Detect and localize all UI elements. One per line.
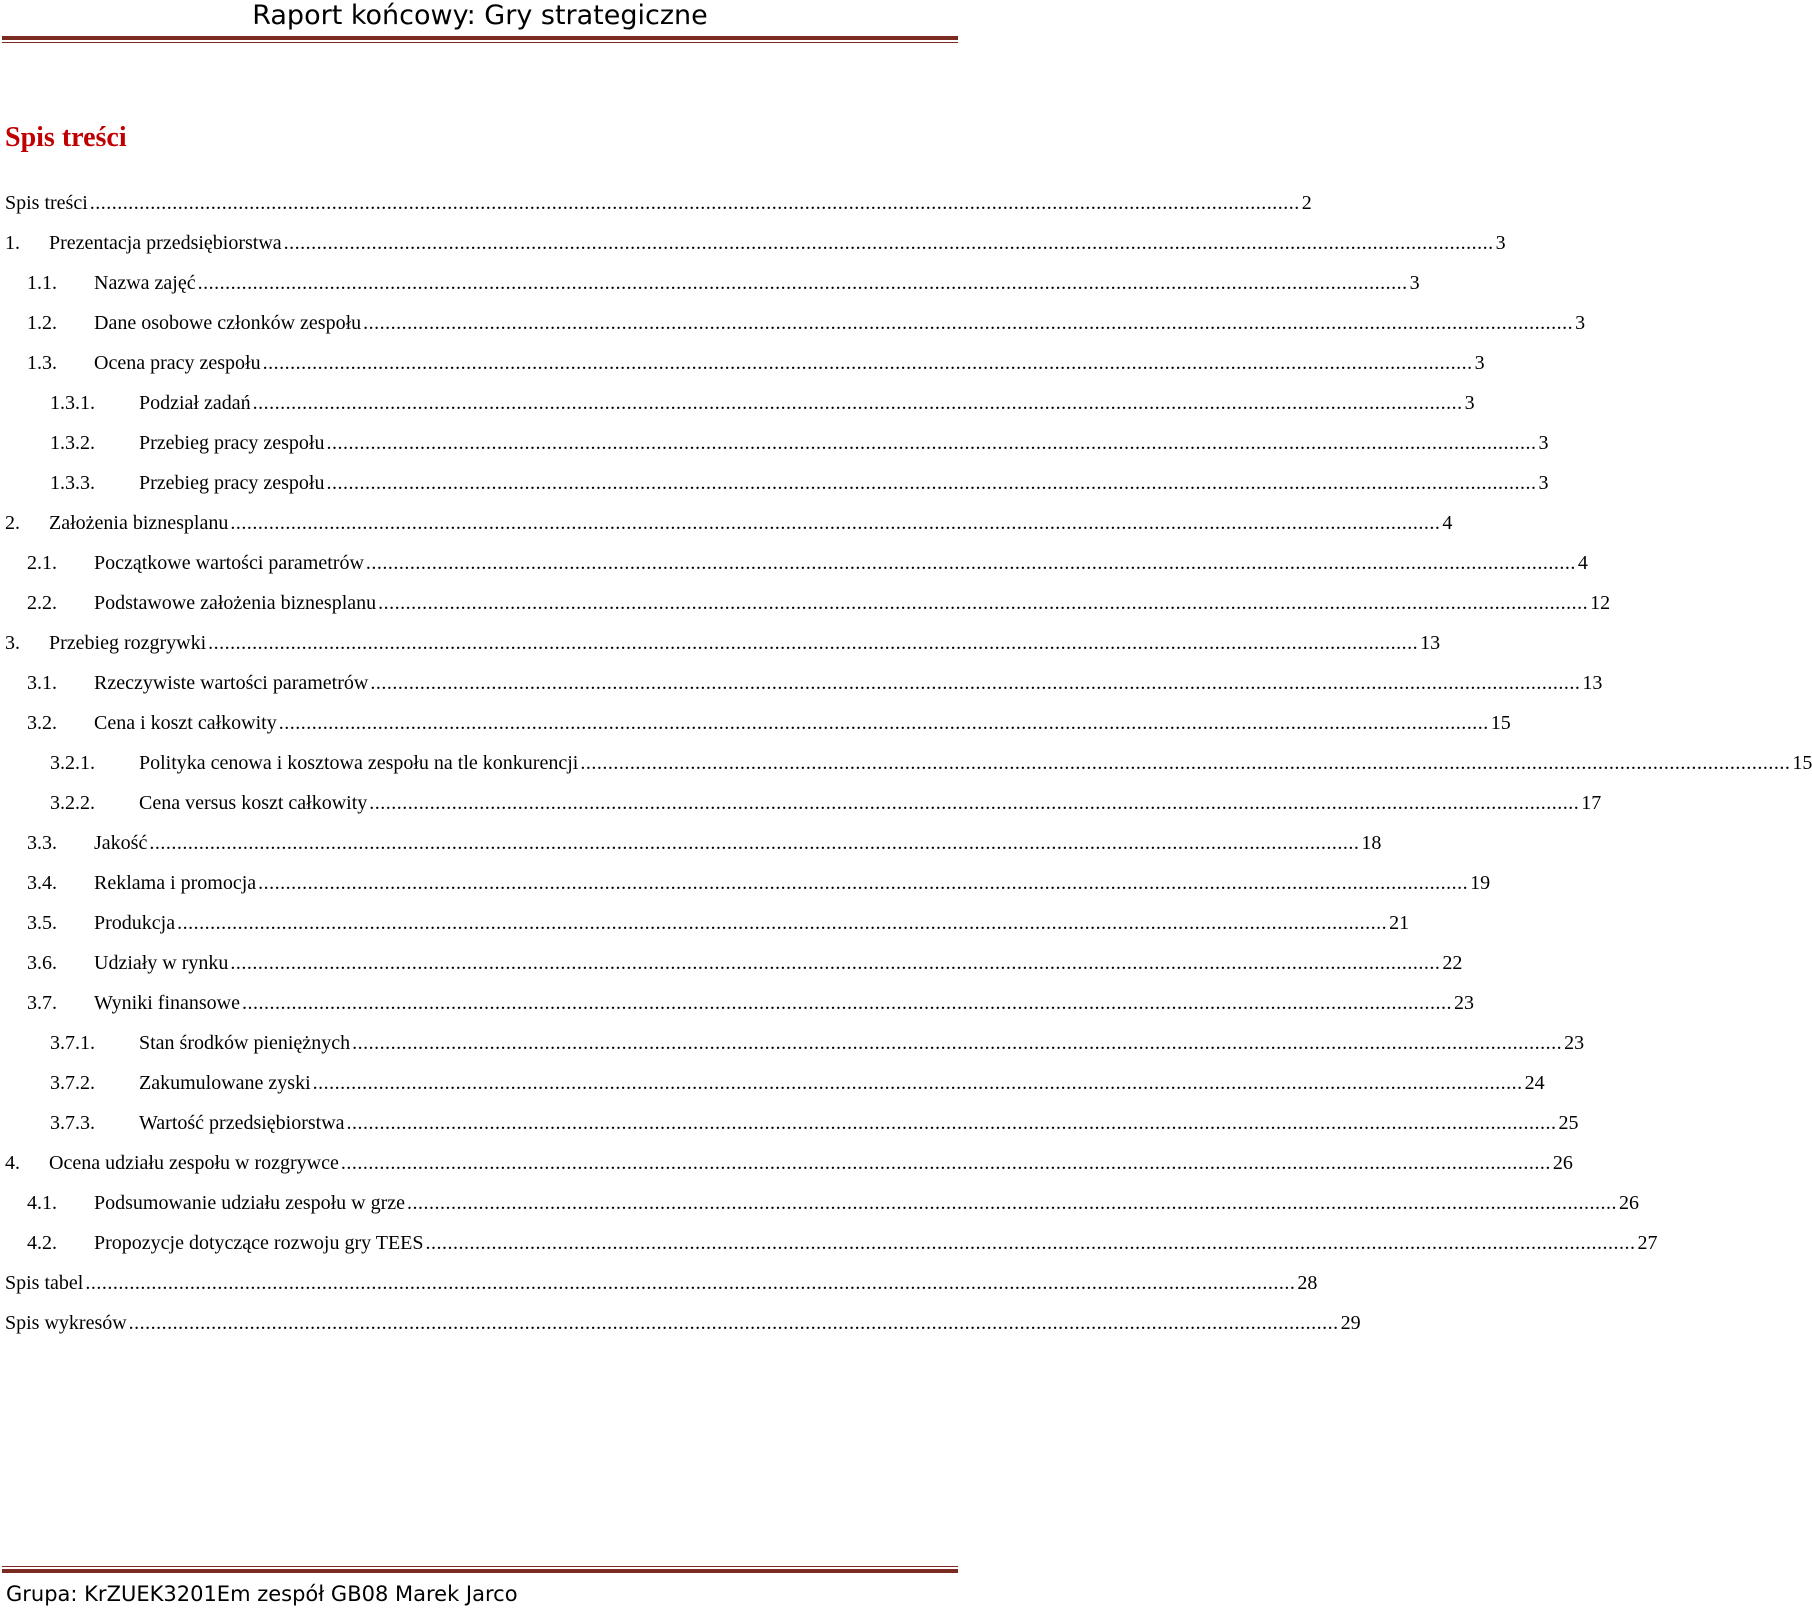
toc-entry[interactable]	[0, 988, 1474, 1028]
toc-entry-number: 3.2.1.	[50, 752, 95, 774]
toc-entry-line	[5, 188, 1312, 218]
header-rule-thick	[2, 36, 958, 40]
toc-dot-leader: ............................................................................................................................................................................................................................	[230, 512, 1441, 534]
toc-dot-leader: ............................................................................................................................................................................................................................	[369, 792, 1580, 814]
toc-entry[interactable]	[0, 1268, 1318, 1308]
toc-entry-line	[49, 228, 1506, 258]
toc-entry-line	[94, 988, 1474, 1018]
table-of-contents	[0, 188, 1812, 1348]
toc-entry-line	[94, 868, 1491, 898]
toc-entry-line	[94, 308, 1586, 338]
toc-entry-number: 3.	[5, 632, 20, 654]
toc-entry-title: Rzeczywiste wartości parametrów	[94, 672, 369, 694]
toc-entry-page: 4	[1442, 512, 1453, 534]
toc-entry-page: 15	[1792, 752, 1812, 774]
toc-entry-title: Przebieg pracy zespołu	[139, 432, 325, 454]
toc-entry-title: Cena i koszt całkowity	[94, 712, 277, 734]
toc-dot-leader: ............................................................................................................................................................................................................................	[365, 552, 1576, 574]
footer-text: Grupa: KrZUEK3201Em zespół GB08 Marek Jarco	[6, 1582, 518, 1606]
toc-dot-leader: ............................................................................................................................................................................................................................	[208, 632, 1419, 654]
toc-entry-page: 3	[1409, 272, 1420, 294]
toc-entry[interactable]	[0, 708, 1511, 748]
toc-dot-leader: ............................................................................................................................................................................................................................	[85, 1272, 1296, 1294]
toc-entry-line	[139, 388, 1475, 418]
toc-dot-leader: ............................................................................................................................................................................................................................	[352, 1032, 1563, 1054]
toc-entry-page: 18	[1361, 832, 1382, 854]
toc-entry[interactable]	[0, 828, 1382, 868]
toc-entry-number: 1.3.1.	[50, 392, 95, 414]
toc-dot-leader: ............................................................................................................................................................................................................................	[580, 752, 1791, 774]
toc-dot-leader: ............................................................................................................................................................................................................................	[425, 1232, 1636, 1254]
toc-entry-number: 4.1.	[27, 1192, 57, 1214]
toc-entry[interactable]	[0, 868, 1491, 908]
toc-entry-page: 19	[1470, 872, 1491, 894]
toc-entry-title: Podsumowanie udziału zespołu w grze	[94, 1192, 406, 1214]
toc-entry[interactable]	[0, 748, 1812, 788]
toc-entry-title: Spis treści	[5, 192, 88, 214]
toc-entry-page: 3	[1464, 392, 1475, 414]
toc-entry-page: 12	[1590, 592, 1611, 614]
toc-entry-page: 3	[1538, 472, 1549, 494]
toc-entry-title: Przebieg pracy zespołu	[139, 472, 325, 494]
toc-entry-line	[139, 1108, 1579, 1138]
toc-entry-number: 3.5.	[27, 912, 57, 934]
toc-entry[interactable]	[0, 228, 1506, 268]
toc-entry[interactable]	[0, 908, 1410, 948]
toc-entry-page: 3	[1495, 232, 1506, 254]
toc-entry[interactable]	[0, 628, 1441, 668]
toc-entry-page: 3	[1575, 312, 1586, 334]
toc-dot-leader: ............................................................................................................................................................................................................................	[242, 992, 1452, 1014]
toc-entry-line	[139, 788, 1602, 818]
toc-entry-line	[49, 508, 1453, 538]
toc-entry[interactable]	[0, 428, 1549, 468]
toc-entry-line	[49, 628, 1441, 658]
toc-entry-title: Dane osobowe członków zespołu	[94, 312, 362, 334]
toc-dot-leader: ............................................................................................................................................................................................................................	[89, 192, 1300, 214]
toc-entry-title: Przebieg rozgrywki	[49, 632, 207, 654]
toc-entry-title: Podział zadań	[139, 392, 251, 414]
toc-entry-title: Początkowe wartości parametrów	[94, 552, 364, 574]
toc-entry-page: 26	[1552, 1152, 1573, 1174]
toc-entry[interactable]	[0, 1068, 1545, 1108]
toc-entry-title: Zakumulowane zyski	[139, 1072, 311, 1094]
toc-entry-line	[94, 548, 1588, 578]
toc-entry-title: Wyniki finansowe	[94, 992, 240, 1014]
toc-dot-leader: ............................................................................................................................................................................................................................	[262, 352, 1473, 374]
toc-entry-number: 2.	[5, 512, 20, 534]
toc-entry[interactable]	[0, 1108, 1579, 1148]
toc-dot-leader: ............................................................................................................................................................................................................................	[312, 1072, 1523, 1094]
toc-entry[interactable]	[0, 188, 1312, 228]
footer-rule-thick	[2, 1569, 958, 1573]
toc-entry[interactable]	[0, 588, 1611, 628]
toc-dot-leader: ............................................................................................................................................................................................................................	[258, 872, 1469, 894]
toc-entry-number: 3.6.	[27, 952, 57, 974]
toc-entry-title: Ocena udziału zespołu w rozgrywce	[49, 1152, 339, 1174]
toc-entry-number: 4.	[5, 1152, 20, 1174]
toc-entry-line	[94, 1228, 1658, 1258]
toc-entry-number: 3.7.2.	[50, 1072, 95, 1094]
toc-dot-leader: ............................................................................................................................................................................................................................	[149, 832, 1360, 854]
toc-entry[interactable]	[0, 348, 1485, 388]
toc-entry-page: 13	[1582, 672, 1603, 694]
toc-entry-title: Cena versus koszt całkowity	[139, 792, 368, 814]
toc-entry-page: 4	[1577, 552, 1588, 574]
toc-entry-line	[94, 348, 1485, 378]
toc-entry[interactable]	[0, 1148, 1573, 1188]
toc-entry-title: Prezentacja przedsiębiorstwa	[49, 232, 282, 254]
toc-entry-page: 13	[1420, 632, 1441, 654]
toc-entry-line	[49, 1148, 1573, 1178]
toc-entry-number: 2.1.	[27, 552, 57, 574]
toc-entry[interactable]	[0, 668, 1603, 708]
toc-entry-number: 1.3.2.	[50, 432, 95, 454]
toc-dot-leader: ............................................................................................................................................................................................................................	[370, 672, 1581, 694]
toc-entry-number: 1.	[5, 232, 20, 254]
toc-entry-line	[139, 1068, 1545, 1098]
toc-entry[interactable]	[0, 308, 1586, 348]
header-rule-thin	[2, 42, 958, 43]
toc-dot-leader: ............................................................................................................................................................................................................................	[177, 912, 1388, 934]
toc-entry-line	[5, 1308, 1361, 1338]
toc-entry-line	[94, 1188, 1640, 1218]
toc-entry-number: 1.3.	[27, 352, 57, 374]
toc-entry-number: 2.2.	[27, 592, 57, 614]
toc-entry-title: Stan środków pieniężnych	[139, 1032, 351, 1054]
toc-entry-number: 3.1.	[27, 672, 57, 694]
toc-dot-leader: ............................................................................................................................................................................................................................	[197, 272, 1408, 294]
toc-dot-leader: ............................................................................................................................................................................................................................	[230, 952, 1441, 974]
toc-entry-line	[94, 948, 1463, 978]
toc-entry-number: 3.7.1.	[50, 1032, 95, 1054]
toc-entry-page: 23	[1454, 992, 1474, 1014]
page-header	[0, 0, 960, 45]
toc-entry-title: Propozycje dotyczące rozwoju gry TEES	[94, 1232, 424, 1254]
toc-entry-title: Reklama i promocja	[94, 872, 257, 894]
toc-dot-leader: ............................................................................................................................................................................................................................	[278, 712, 1489, 734]
toc-entry-title: Wartość przedsiębiorstwa	[139, 1112, 345, 1134]
toc-dot-leader: ............................................................................................................................................................................................................................	[363, 312, 1574, 334]
toc-entry-number: 3.2.2.	[50, 792, 95, 814]
toc-entry[interactable]	[0, 1028, 1585, 1068]
toc-entry-number: 1.2.	[27, 312, 57, 334]
toc-entry[interactable]	[0, 1228, 1658, 1268]
toc-entry-page: 3	[1538, 432, 1549, 454]
toc-entry-title: Spis tabel	[5, 1272, 84, 1294]
toc-dot-leader: ............................................................................................................................................................................................................................	[128, 1312, 1339, 1334]
toc-entry-page: 3	[1474, 352, 1485, 374]
toc-entry-page: 24	[1524, 1072, 1545, 1094]
toc-dot-leader: ............................................................................................................................................................................................................................	[252, 392, 1463, 414]
toc-heading: Spis treści	[5, 122, 127, 153]
toc-entry-title: Spis wykresów	[5, 1312, 127, 1334]
toc-entry-page: 26	[1619, 1192, 1640, 1214]
toc-entry-line	[139, 468, 1549, 498]
toc-entry-page: 21	[1389, 912, 1410, 934]
toc-entry-number: 1.1.	[27, 272, 57, 294]
toc-entry-line	[139, 1028, 1585, 1058]
toc-entry-line	[139, 748, 1812, 778]
toc-entry-title: Produkcja	[94, 912, 176, 934]
toc-entry-title: Nazwa zajęć	[94, 272, 196, 294]
toc-entry-title: Założenia biznesplanu	[49, 512, 229, 534]
toc-entry-page: 25	[1558, 1112, 1579, 1134]
toc-entry[interactable]	[0, 788, 1602, 828]
toc-entry-page: 23	[1564, 1032, 1585, 1054]
toc-entry-title: Udziały w rynku	[94, 952, 229, 974]
toc-entry-title: Polityka cenowa i kosztowa zespołu na tle konkurencji	[139, 752, 579, 774]
toc-dot-leader: ............................................................................................................................................................................................................................	[326, 472, 1537, 494]
toc-entry[interactable]	[0, 1308, 1361, 1348]
toc-entry-number: 3.3.	[27, 832, 57, 854]
toc-entry-page: 17	[1581, 792, 1602, 814]
page-footer	[0, 1566, 960, 1612]
toc-entry-number: 3.7.3.	[50, 1112, 95, 1134]
toc-entry[interactable]	[0, 1188, 1640, 1228]
toc-entry[interactable]	[0, 268, 1420, 308]
toc-dot-leader: ............................................................................................................................................................................................................................	[407, 1192, 1618, 1214]
toc-entry-number: 4.2.	[27, 1232, 57, 1254]
toc-entry-page: 22	[1442, 952, 1463, 974]
toc-entry-page: 2	[1301, 192, 1312, 214]
toc-entry[interactable]	[0, 948, 1463, 988]
toc-entry[interactable]	[0, 548, 1588, 588]
toc-entry-page: 27	[1637, 1232, 1658, 1254]
toc-entry-line	[94, 708, 1511, 738]
toc-entry-title: Ocena pracy zespołu	[94, 352, 261, 374]
toc-entry-page: 15	[1490, 712, 1511, 734]
toc-entry-line	[139, 428, 1549, 458]
toc-entry[interactable]	[0, 468, 1549, 508]
toc-entry-line	[94, 828, 1382, 858]
toc-entry-line	[94, 268, 1420, 298]
toc-dot-leader: ............................................................................................................................................................................................................................	[283, 232, 1494, 254]
toc-entry-number: 1.3.3.	[50, 472, 95, 494]
toc-entry-line	[94, 668, 1603, 698]
toc-entry-page: 28	[1297, 1272, 1318, 1294]
toc-entry-number: 3.2.	[27, 712, 57, 734]
toc-dot-leader: ............................................................................................................................................................................................................................	[378, 592, 1589, 614]
toc-entry[interactable]	[0, 508, 1453, 548]
toc-entry-line	[94, 588, 1611, 618]
toc-entry-number: 3.4.	[27, 872, 57, 894]
toc-dot-leader: ............................................................................................................................................................................................................................	[346, 1112, 1557, 1134]
toc-entry-line	[94, 908, 1410, 938]
header-title: Raport końcowy: Gry strategiczne	[252, 0, 708, 31]
toc-dot-leader: ............................................................................................................................................................................................................................	[326, 432, 1537, 454]
toc-dot-leader: ............................................................................................................................................................................................................................	[340, 1152, 1551, 1174]
footer-rule-thin	[2, 1566, 958, 1567]
toc-entry-page: 29	[1340, 1312, 1361, 1334]
toc-entry-line	[5, 1268, 1318, 1298]
toc-entry[interactable]	[0, 388, 1475, 428]
toc-entry-title: Jakość	[94, 832, 148, 854]
toc-entry-title: Podstawowe założenia biznesplanu	[94, 592, 377, 614]
toc-entry-number: 3.7.	[27, 992, 57, 1014]
